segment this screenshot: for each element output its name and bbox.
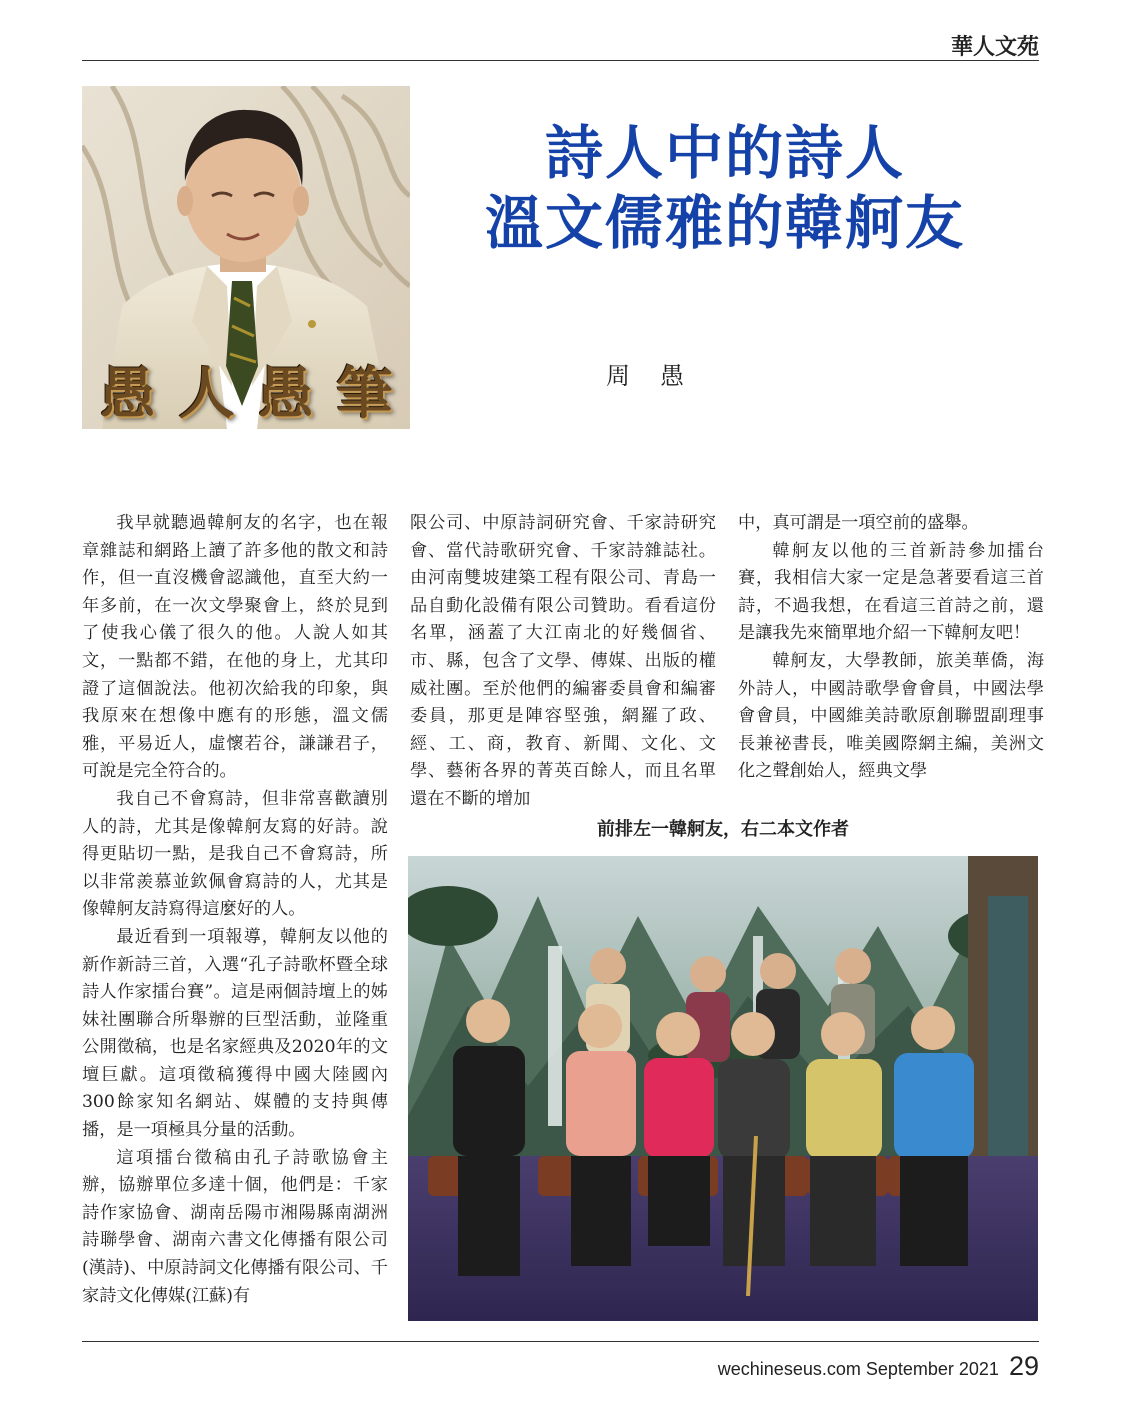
article-title [430, 118, 1020, 258]
author-portrait [82, 86, 410, 429]
author-byline: 周愚 [606, 362, 714, 390]
text-column-1 [82, 510, 388, 1310]
banner-char-3: 愚 [257, 361, 314, 427]
banner-char-4: 筆 [336, 361, 393, 427]
top-divider [82, 60, 1039, 61]
banner-char-2: 人 [178, 361, 235, 427]
footer-site-date: wechineseus.com September 2021 [717, 1359, 999, 1379]
paragraph: 我自己不會寫詩，但非常喜歡讀別人的詩，尤其是像韓舸友寫的好詩。說得更貼切一點，是我自己不會寫詩，所以非常羨慕並欽佩會寫詩的人，尤其是像韓舸友詩寫得這麼好的人。 [82, 788, 388, 920]
page-number: 29 [1008, 1351, 1039, 1381]
title-line-1: 詩人中的詩人 [544, 119, 905, 187]
paragraph: 限公司、中原詩詞研究會、千家詩研究會、當代詩歌研究會、千家詩雜誌社。由河南雙坡建築工程有限公司、青島一品自動化設備有限公司贊助。看看這份名單，涵蓋了大江南北的好幾個省、市、縣，包含了文學、傳媒、出版的權威社團。至於他們的編審委員會和編審委員，那更是陣容堅強，網羅了政、經、工、商，教育、新聞、文化、文學、藝術各界的菁英百餘人，而且名單還在不斷的增加 [410, 513, 716, 809]
banner-char-1: 愚 [99, 361, 156, 427]
paragraph: 這項擂台徵稿由孔子詩歌協會主辦，協辦單位多達十個，他們是：千家詩作家協會、湖南岳陽市湘陽縣南湖洲詩聯學會、湖南六書文化傳播有限公司(漢詩)、中原詩詞文化傳播有限公司、千家詩文化傳媒(江蘇)有 [82, 1147, 388, 1306]
paragraph: 我早就聽過韓舸友的名字，也在報章雜誌和網路上讀了許多他的散文和詩作，但一直沒機會認識他，直至大約一年多前，在一次文學聚會上，終於見到了使我心儀了很久的他。人說人如其文，一點都不錯，在他的身上，尤其印證了這個說法。他初次給我的印象，與我原來在想像中應有的形態，溫文儒雅，平易近人，虛懷若谷，謙謙君子，可說是完全符合的。 [82, 513, 388, 782]
page-footer [718, 1351, 1039, 1382]
title-line-2: 溫文儒雅的韓舸友 [484, 189, 965, 257]
portrait-banner [82, 350, 410, 429]
group-photo-illustration [408, 856, 1038, 1321]
bottom-divider [82, 1341, 1039, 1342]
photo-caption: 前排左一韓舸友，右二本文作者 [597, 819, 849, 840]
paragraph: 韓舸友，大學教師，旅美華僑，海外詩人，中國詩歌學會會員，中國法學會會員，中國維美詩歌原創聯盟副理事長兼祕書長，唯美國際網主編，美洲文化之聲創始人，經典文學 [738, 650, 1044, 782]
group-photo [408, 856, 1038, 1321]
text-column-3 [738, 510, 1044, 786]
section-label: 華人文苑 [950, 34, 1039, 60]
paragraph: 最近看到一項報導，韓舸友以他的新作新詩三首，入選“孔子詩歌杯暨全球詩人作家擂台賽”。這是兩個詩壇上的姊妹社團聯合所舉辦的巨型活動，並隆重公開徵稿，也是名家經典及2020年的文壇巨獻。這項徵稿獲得中國大陸國內300餘家知名網站、媒體的支持與傳播，是一項極具分量的活動。 [82, 926, 388, 1141]
text-column-2 [410, 510, 716, 814]
paragraph: 韓舸友以他的三首新詩參加擂台賽，我相信大家一定是急著要看這三首詩，不過我想，在看這三首詩之前，還是讓我先來簡單地介紹一下韓舸友吧！ [738, 540, 1044, 644]
paragraph: 中，真可謂是一項空前的盛舉。 [738, 513, 979, 533]
